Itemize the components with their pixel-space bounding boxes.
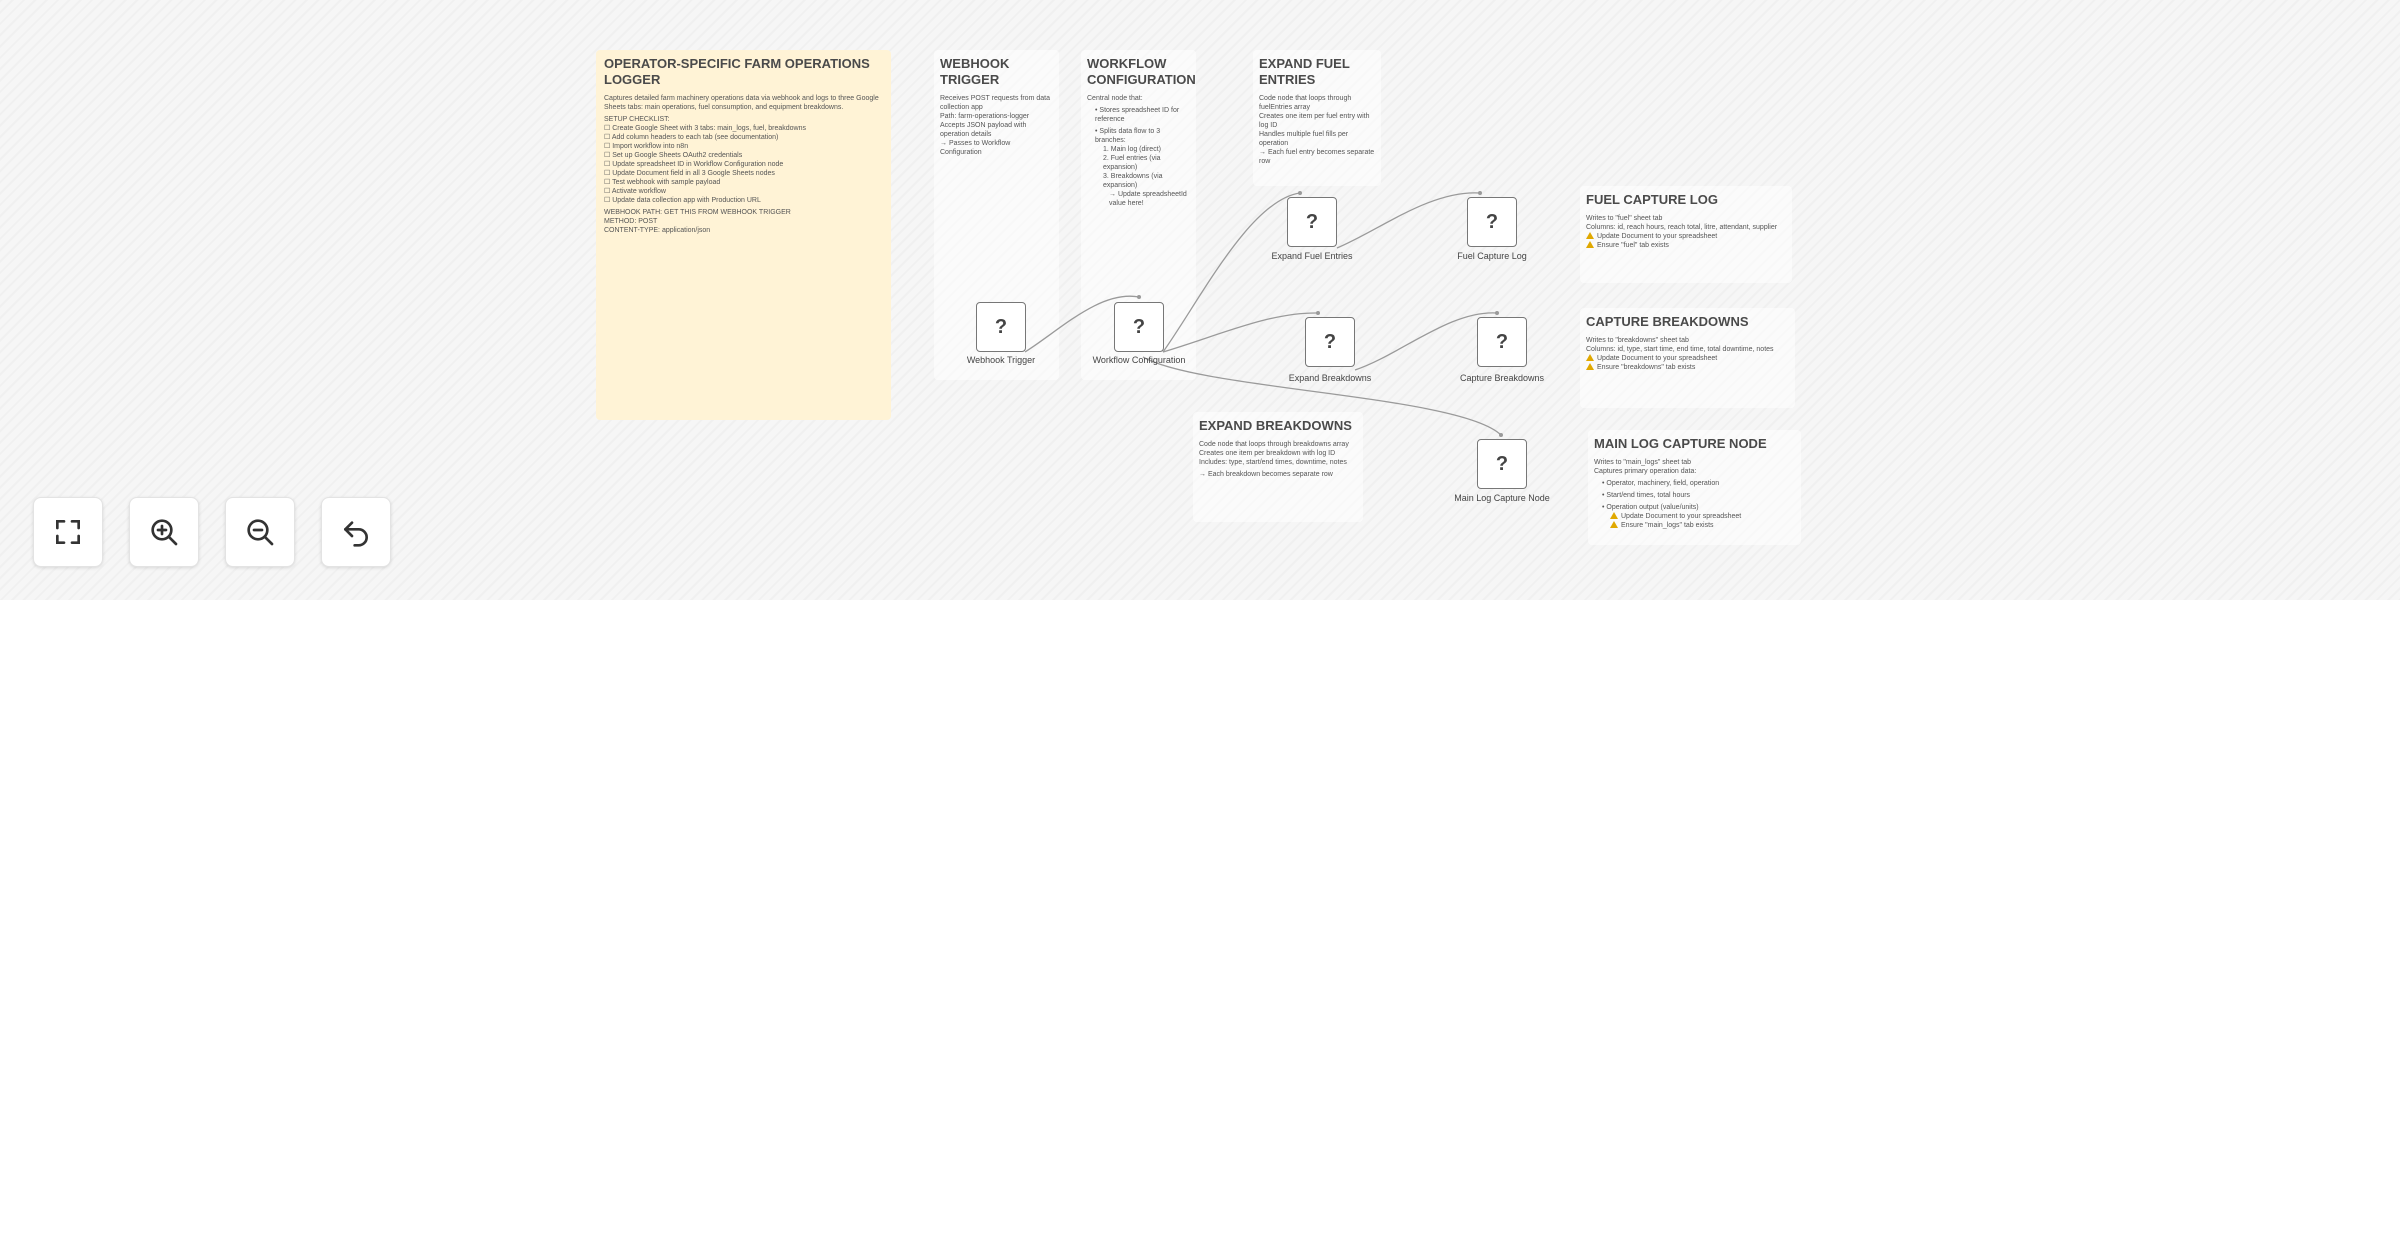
- sticky-bullet: • Start/end times, total hours: [1602, 492, 1691, 499]
- checklist-item: ☐ Update spreadsheet ID in Workflow Configuration node: [604, 161, 784, 168]
- warning-text: Update Document to your spreadsheet: [1621, 513, 1742, 520]
- unknown-node-icon: ?: [1323, 330, 1337, 353]
- node-label: Main Log Capture Node: [1454, 493, 1550, 503]
- sticky-line: Captures primary operation data:: [1594, 468, 1697, 475]
- checklist-item: ☐ Activate workflow: [604, 188, 666, 195]
- undo-icon: [340, 516, 372, 548]
- node-expand-breakdowns[interactable]: [1305, 317, 1355, 367]
- workflow-canvas[interactable]: [0, 0, 2400, 600]
- sticky-bullet: • Operation output (value/units): [1602, 504, 1699, 511]
- sticky-note-text: → Update spreadsheetId value here!: [1109, 191, 1187, 207]
- connection-config-to-expand-breakdowns[interactable]: [1163, 313, 1318, 352]
- sticky-description: Captures detailed farm machinery operations data via webhook and logs to three Google Sheets tabs: main operations, fuel consumption, and equipment breakdowns.: [604, 95, 879, 111]
- sticky-title: WORKFLOW CONFIGURATION: [1087, 56, 1196, 87]
- sticky-line: Includes: type, start/end times, downtime, notes: [1199, 459, 1347, 466]
- unknown-node-icon: ?: [1305, 210, 1319, 233]
- sticky-line: Code node that loops through breakdowns array: [1199, 441, 1349, 448]
- sticky-title: CAPTURE BREAKDOWNS: [1586, 314, 1749, 329]
- sticky-line: Code node that loops through fuelEntries array: [1259, 95, 1352, 111]
- node-fuel-capture-log[interactable]: [1467, 197, 1517, 247]
- bullet-text: Operation output (value/units): [1606, 504, 1699, 511]
- node-label: Workflow Configuration: [1092, 355, 1186, 365]
- sticky-note-text: → Each breakdown becomes separate row: [1199, 471, 1333, 478]
- unknown-node-icon: ?: [994, 315, 1008, 338]
- fit-view-button[interactable]: [33, 497, 103, 567]
- zoom-in-icon: [148, 516, 180, 548]
- fit-view-icon: [52, 516, 84, 548]
- connection-handle[interactable]: [1495, 311, 1499, 315]
- node-label: Expand Fuel Entries: [1271, 251, 1353, 261]
- blank-area: [0, 600, 2400, 1260]
- node-label: Capture Breakdowns: [1459, 373, 1545, 383]
- unknown-node-icon: ?: [1495, 452, 1509, 475]
- checklist-item: ☐ Import workflow into n8n: [604, 143, 689, 150]
- unknown-node-icon: ?: [1485, 210, 1499, 233]
- unknown-node-icon: ?: [1495, 330, 1509, 353]
- sticky-line: Receives POST requests from data collection app: [940, 95, 1050, 111]
- sticky-title: WEBHOOK TRIGGER: [940, 56, 1010, 87]
- bullet-text: Start/end times, total hours: [1606, 492, 1691, 499]
- warning-text: Ensure "breakdowns" tab exists: [1597, 364, 1696, 371]
- checklist-item: ☐ Set up Google Sheets OAuth2 credentials: [604, 152, 743, 159]
- sticky-title: EXPAND FUEL ENTRIES: [1259, 56, 1350, 87]
- sticky-bullet: • Splits data flow to 3 branches:: [1095, 128, 1161, 144]
- sticky-title: OPERATOR-SPECIFIC FARM OPERATIONS LOGGER: [604, 56, 870, 87]
- node-label: Fuel Capture Log: [1457, 251, 1527, 261]
- warning-text: Update Document to your spreadsheet: [1597, 355, 1718, 362]
- connection-handle[interactable]: [1137, 295, 1141, 299]
- sticky-numbered: 1. Main log (direct): [1103, 146, 1161, 153]
- zoom-out-button[interactable]: [225, 497, 295, 567]
- unknown-node-icon: ?: [1132, 315, 1146, 338]
- sticky-title: MAIN LOG CAPTURE NODE: [1594, 436, 1767, 451]
- warning-text: Ensure "fuel" tab exists: [1597, 242, 1669, 249]
- node-workflow-configuration[interactable]: [1114, 302, 1164, 352]
- content-type-text: CONTENT-TYPE: application/json: [604, 227, 711, 234]
- zoom-in-button[interactable]: [129, 497, 199, 567]
- warning-text: Ensure "main_logs" tab exists: [1621, 522, 1714, 529]
- connection-handle[interactable]: [1298, 191, 1302, 195]
- checklist-item: ☐ Test webhook with sample payload: [604, 179, 721, 186]
- checklist-item: ☐ Create Google Sheet with 3 tabs: main_logs, fuel, breakdowns: [604, 125, 806, 132]
- undo-button[interactable]: [321, 497, 391, 567]
- sticky-line: Writes to "fuel" sheet tab: [1586, 215, 1663, 222]
- zoom-out-icon: [244, 516, 276, 548]
- node-webhook-trigger[interactable]: [976, 302, 1026, 352]
- sticky-line: Handles multiple fuel fills per operation: [1259, 131, 1349, 147]
- bullet-text: Splits data flow to 3 branches:: [1095, 128, 1161, 144]
- node-capture-breakdowns[interactable]: [1477, 317, 1527, 367]
- connection-handle[interactable]: [1478, 191, 1482, 195]
- sticky-line: Creates one item per breakdown with log ID: [1199, 450, 1336, 457]
- sticky-line: → Passes to Workflow Configuration: [940, 140, 1011, 156]
- webhook-path-text: WEBHOOK PATH: GET THIS FROM WEBHOOK TRIGGER: [604, 209, 791, 216]
- node-expand-fuel-entries[interactable]: [1287, 197, 1337, 247]
- sticky-numbered: 2. Fuel entries (via expansion): [1103, 155, 1161, 171]
- checklist-item: ☐ Add column headers to each tab (see documentation): [604, 134, 779, 141]
- bullet-text: Stores spreadsheet ID for reference: [1095, 107, 1180, 123]
- warning-text: Update Document to your spreadsheet: [1597, 233, 1718, 240]
- sticky-bullet: • Stores spreadsheet ID for reference: [1095, 107, 1180, 123]
- connection-config-to-main-log[interactable]: [1143, 357, 1501, 435]
- sticky-line: Columns: id, reach hours, reach total, litre, attendant, supplier: [1586, 224, 1778, 231]
- sticky-line: Columns: id, type, start time, end time, total downtime, notes: [1586, 346, 1774, 353]
- checklist-item: ☐ Update Document field in all 3 Google Sheets nodes: [604, 170, 775, 177]
- connection-expand-breakdowns-to-capture-breakdowns[interactable]: [1355, 313, 1497, 370]
- sticky-line: Accepts JSON payload with operation details: [940, 122, 1027, 138]
- sticky-line: Creates one item per fuel entry with log ID: [1259, 113, 1370, 129]
- connection-config-to-expand-fuel[interactable]: [1163, 193, 1300, 352]
- sticky-numbered: 3. Breakdowns (via expansion): [1103, 173, 1163, 189]
- connection-handle[interactable]: [1499, 433, 1503, 437]
- node-label: Webhook Trigger: [966, 355, 1036, 365]
- node-label: Expand Breakdowns: [1288, 373, 1372, 383]
- checklist-item: ☐ Update data collection app with Production URL: [604, 197, 761, 204]
- method-text: METHOD: POST: [604, 218, 658, 225]
- sticky-line: Central node that:: [1087, 95, 1143, 102]
- sticky-line: Path: farm-operations-logger: [940, 113, 1030, 120]
- sticky-line: Writes to "breakdowns" sheet tab: [1586, 337, 1689, 344]
- checklist-title: SETUP CHECKLIST:: [604, 116, 670, 123]
- sticky-line: Writes to "main_logs" sheet tab: [1594, 459, 1692, 466]
- sticky-title: FUEL CAPTURE LOG: [1586, 192, 1718, 207]
- sticky-bullet: • Operator, machinery, field, operation: [1602, 480, 1720, 487]
- node-main-log-capture[interactable]: [1477, 439, 1527, 489]
- sticky-title: EXPAND BREAKDOWNS: [1199, 418, 1352, 433]
- connection-handle[interactable]: [1316, 311, 1320, 315]
- bullet-text: Operator, machinery, field, operation: [1606, 480, 1720, 487]
- connection-expand-fuel-to-fuel-capture[interactable]: [1337, 193, 1480, 248]
- sticky-line: → Each fuel entry becomes separate row: [1259, 149, 1375, 165]
